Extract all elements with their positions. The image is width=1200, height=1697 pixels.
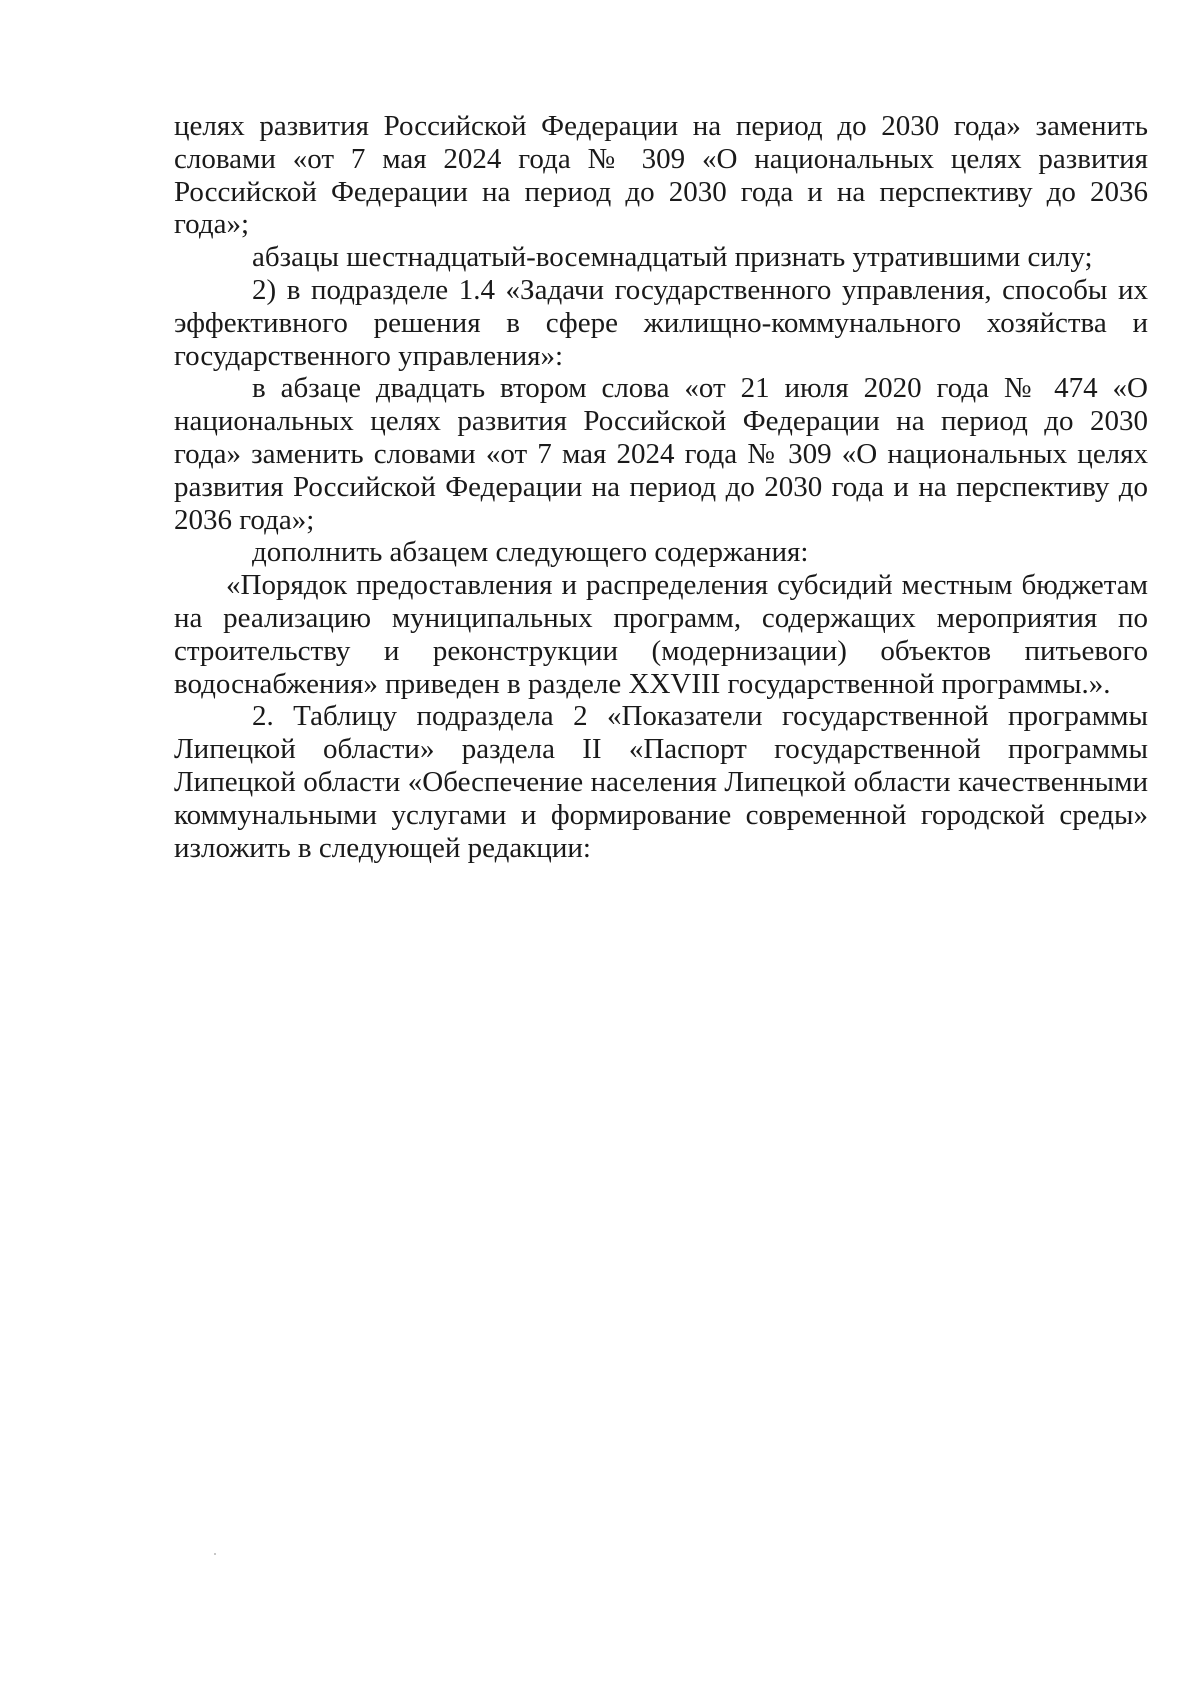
paragraph-table-amendment: 2. Таблицу подраздела 2 «Показатели государственной программы Липецкой области» раздела II «Паспорт государственной программы Липецкой области «Обеспечение населения Липецкой области качественными коммунальными услугами и формирование современной городской среды» изложить в следующей редакции: — [174, 700, 1148, 864]
paragraph-quoted-procedure: «Порядок предоставления и распределения субсидий местным бюджетам на реализацию муниципальных программ, содержащих мероприятия по строительству и реконструкции (модернизации) объектов питьевого водоснабжения» приведен в разделе XXVIII государственной программы.». — [174, 569, 1148, 700]
paragraph-replace-words: в абзаце двадцать втором слова «от 21 июля 2020 года № 474 «О национальных целях развития Российской Федерации на период до 2030 года» заменить словами «от 7 мая 2024 года № 309 «О национальных целях развития Российской Федерации на период до 2030 года и на перспективу до 2036 года»; — [174, 372, 1148, 536]
paragraph-continuation: целях развития Российской Федерации на период до 2030 года» заменить словами «от 7 мая 2024 года № 309 «О национальных целях развития Российской Федерации на период до 2030 года и на перспективу до 2036 года»; — [174, 110, 1148, 241]
document-body — [174, 110, 1148, 864]
scan-speck — [214, 1553, 216, 1555]
paragraph-repeal-clauses: абзацы шестнадцатый-восемнадцатый признать утратившими силу; — [252, 241, 1093, 274]
paragraph-add-clause: дополнить абзацем следующего содержания: — [252, 536, 809, 569]
paragraph-subsection-1-4: 2) в подразделе 1.4 «Задачи государственного управления, способы их эффективного решения в сфере жилищно-коммунального хозяйства и государственного управления»: — [174, 273, 1148, 372]
